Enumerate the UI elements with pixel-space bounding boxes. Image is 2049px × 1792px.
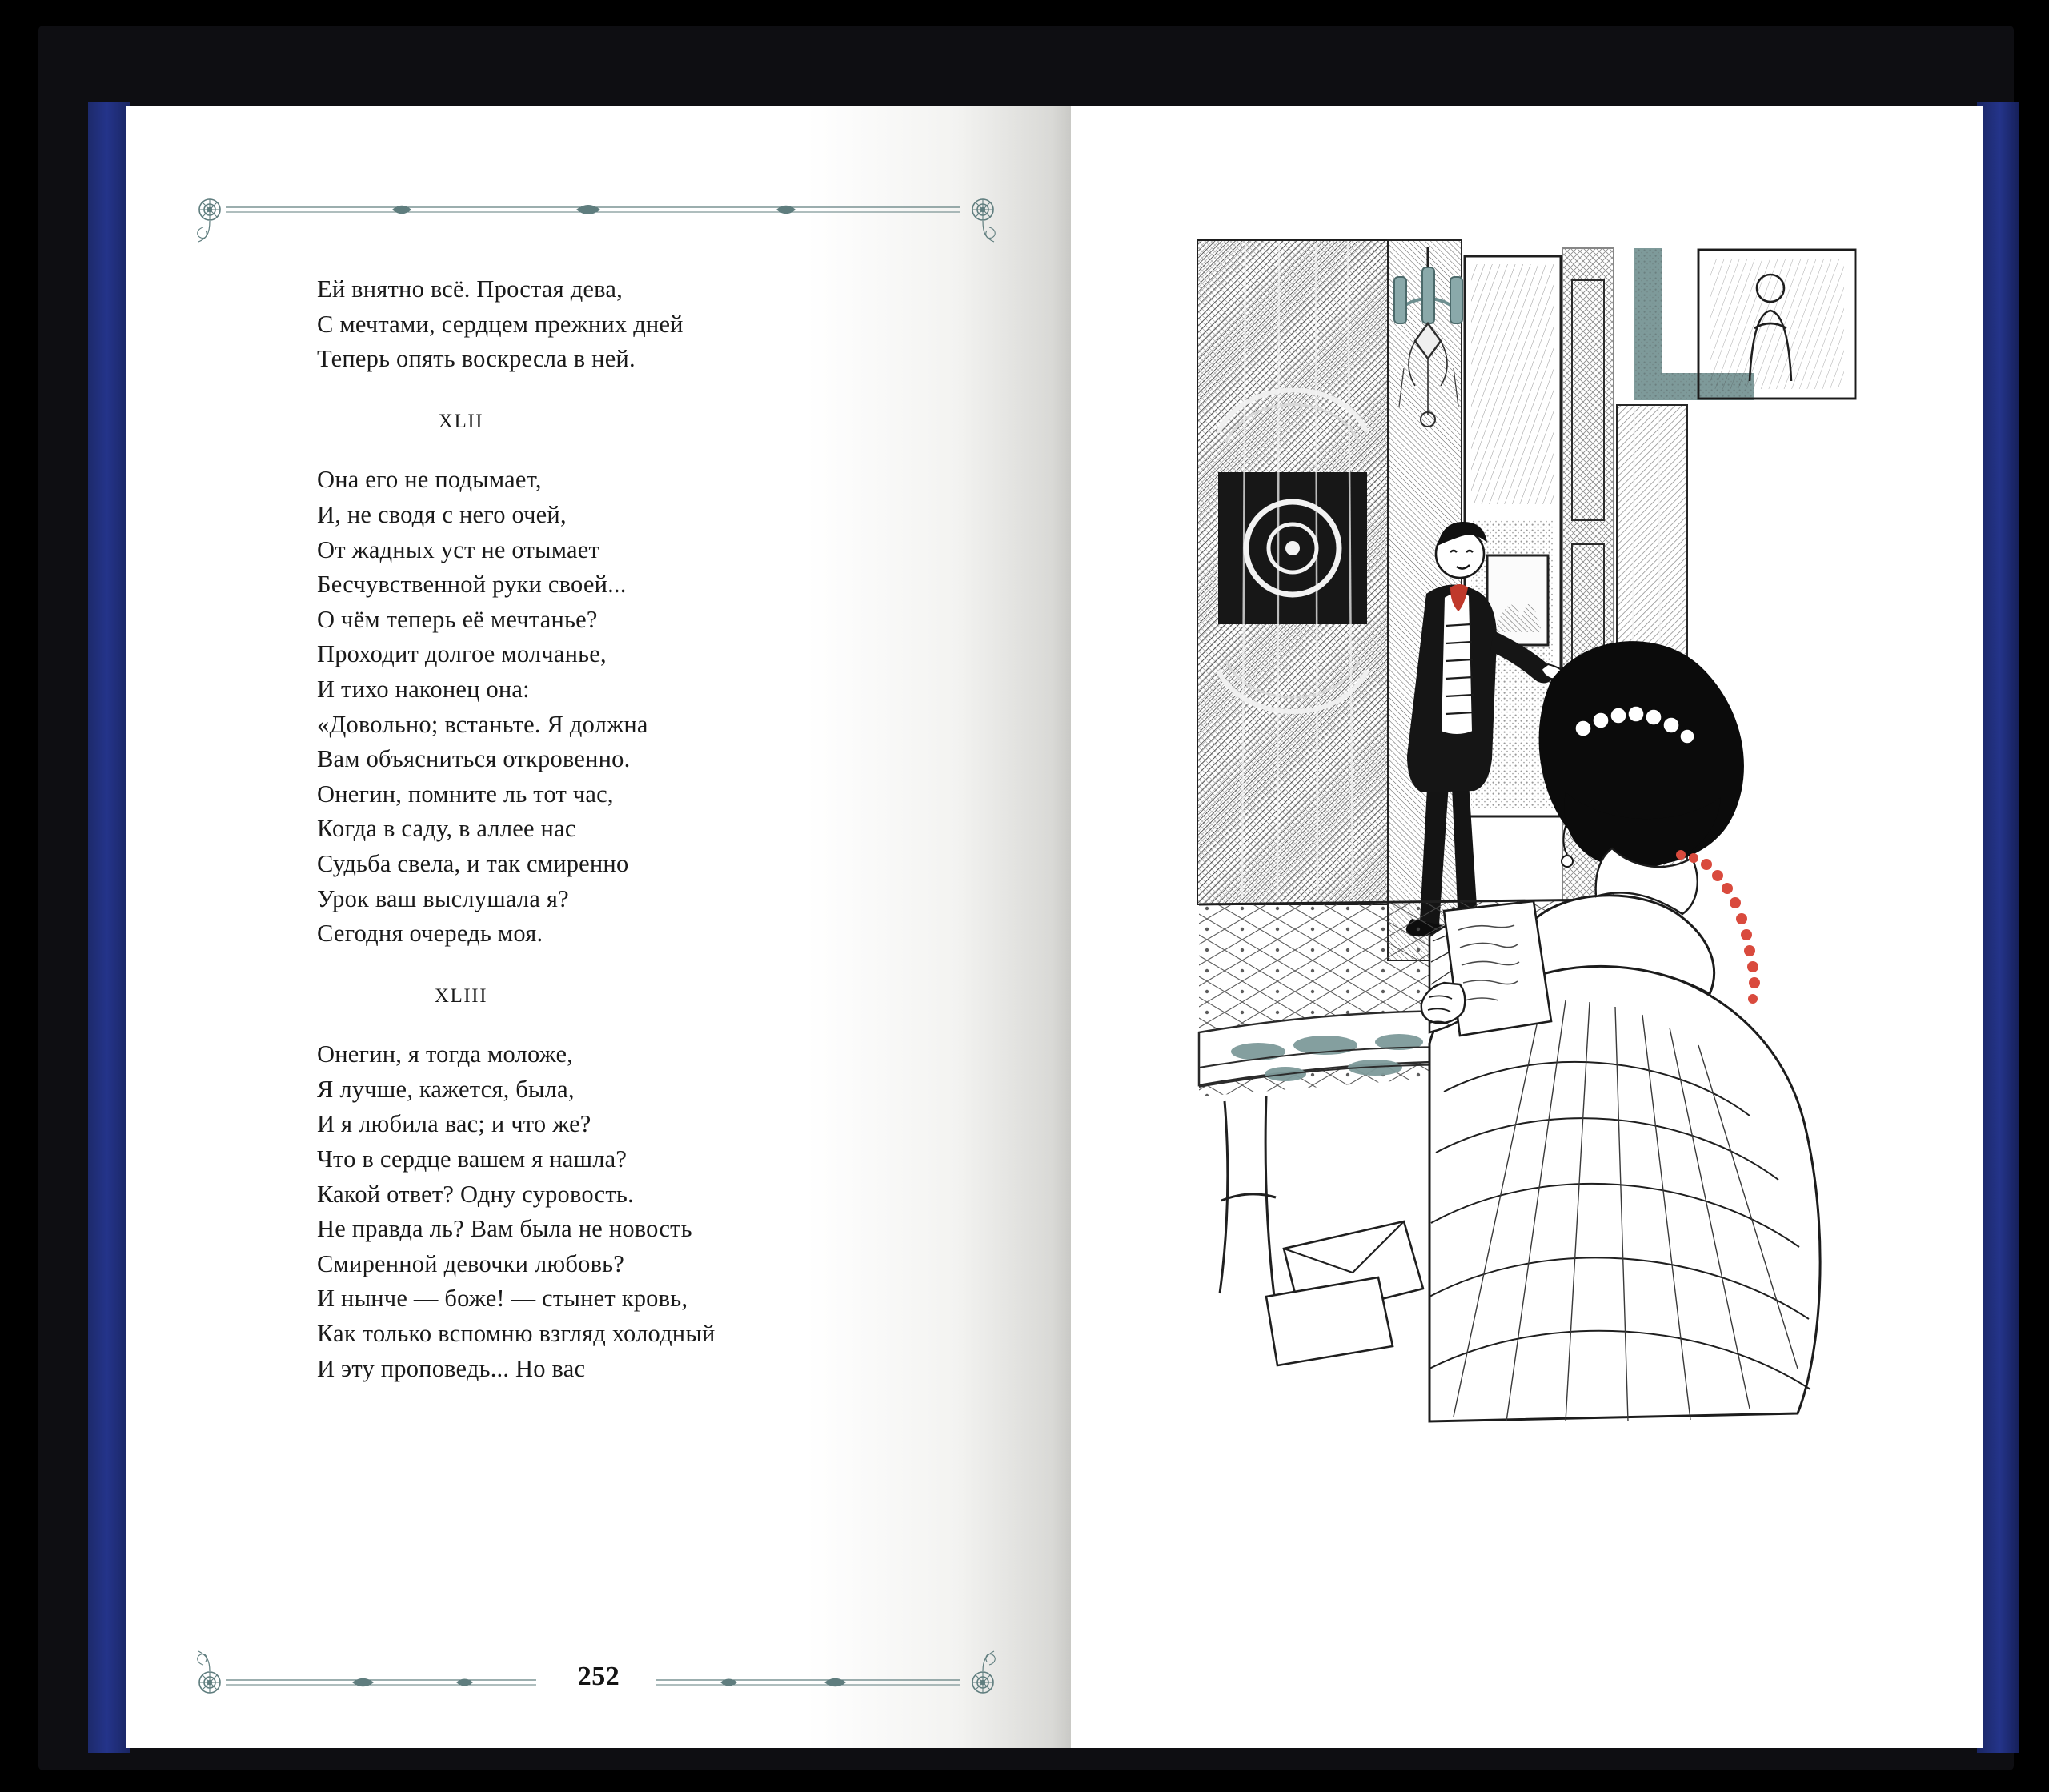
stanza-number-xliii: XLIII — [434, 984, 488, 1007]
poem-line: С мечтами, сердцем прежних дней — [317, 310, 684, 338]
poem-line: Я лучше, кажется, была, — [317, 1075, 575, 1103]
onegin-tatiana-drawing-room-illustration — [1189, 232, 1879, 1465]
poem-line: Что в сердце вашем я нашла? — [317, 1145, 628, 1173]
poem-line: Теперь опять воскресла в ней. — [317, 345, 636, 373]
poem-line: Когда в саду, в аллее нас — [317, 815, 576, 843]
poem-line: Проходит долгое молчанье, — [317, 640, 607, 668]
stanza-partial — [317, 272, 957, 377]
poem-line: И нынче — боже! — стынет кровь, — [317, 1285, 688, 1313]
ornament-rule-top — [192, 192, 1000, 243]
poem-line: Как только вспомню взгляд холодный — [317, 1320, 716, 1348]
left-page — [126, 106, 1071, 1748]
right-page — [1071, 106, 1983, 1748]
poem-body — [317, 272, 957, 1386]
book-cover-edge-left — [88, 102, 130, 1753]
poem-line: И я любила вас; и что же? — [317, 1110, 591, 1138]
poem-line: И тихо наконец она: — [317, 675, 530, 703]
poem-line: Вам объясниться откровенно. — [317, 745, 631, 773]
book-frame — [38, 26, 2014, 1770]
poem-line: Сегодня очередь моя. — [317, 920, 543, 948]
stanza-xlii — [317, 463, 957, 951]
poem-line: «Довольно; встаньте. Я должна — [317, 710, 648, 738]
poem-line: Урок ваш выслушала я? — [317, 884, 569, 912]
poem-line: От жадных уст не отымает — [317, 535, 599, 563]
poem-line: Какой ответ? Одну суровость. — [317, 1180, 634, 1208]
book-spread — [126, 106, 1983, 1748]
poem-line: Судьба свела, и так смиренно — [317, 849, 629, 877]
poem-line: Ей внятно всё. Простая дева, — [317, 275, 623, 303]
poem-line: О чём теперь её мечтанье? — [317, 605, 598, 633]
poem-line: И, не сводя с него очей, — [317, 500, 567, 528]
poem-line: Не правда ль? Вам была не новость — [317, 1215, 692, 1243]
poem-line: Онегин, я тогда моложе, — [317, 1040, 574, 1068]
poem-line: Она его не подымает, — [317, 466, 542, 494]
poem-line: Онегин, помните ль тот час, — [317, 780, 614, 808]
poem-line: И эту проповедь... Но вас — [317, 1354, 586, 1382]
page-number: 252 — [577, 1662, 620, 1691]
poem-line: Смиренной девочки любовь? — [317, 1249, 625, 1277]
stanza-number-xlii: XLII — [438, 410, 484, 432]
stanza-xliii — [317, 1037, 957, 1386]
poem-line: Бесчувственной руки своей... — [317, 571, 627, 599]
